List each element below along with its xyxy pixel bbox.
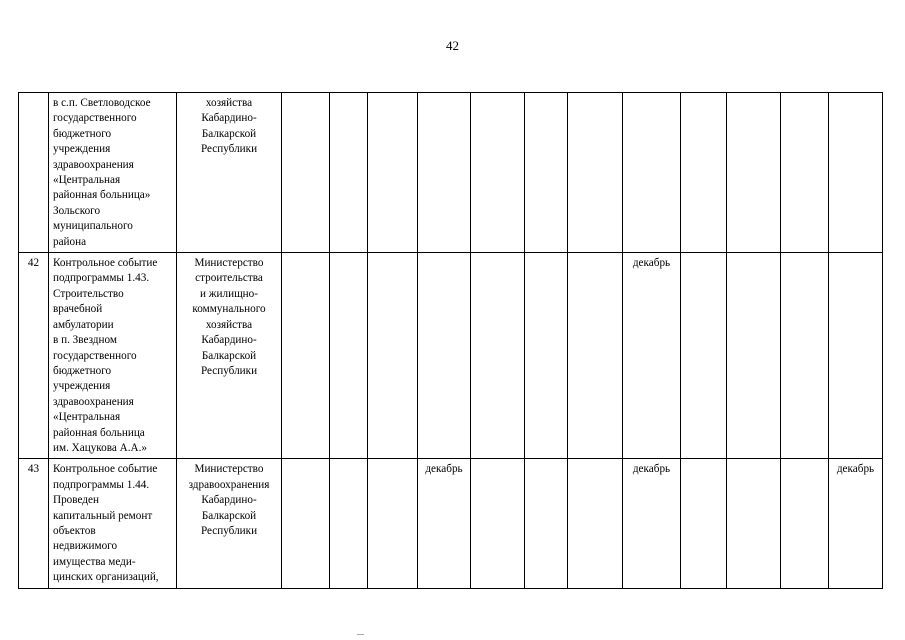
schedule-cell [727, 459, 781, 588]
schedule-cell: декабрь [623, 253, 681, 459]
schedule-cell [330, 93, 368, 253]
schedule-cell [568, 459, 623, 588]
schedule-cell: декабрь [623, 459, 681, 588]
schedule-cell [681, 93, 727, 253]
schedule-cell [368, 93, 418, 253]
schedule-cell [471, 253, 525, 459]
event-description-cell: Контрольное событие подпрограммы 1.43. Строительство врачебной амбулатории в п. Звездном государственного бюджетного учреждения здравоохранения «Центральная районная больница им. Хацукова А.А.» [49, 253, 177, 459]
schedule-cell [282, 93, 330, 253]
executor-cell: хозяйства Кабардино- Балкарской Республики [177, 93, 282, 253]
event-description-cell: Контрольное событие подпрограммы 1.44. Проведен капитальный ремонт объектов недвижимого имущества меди- цинских организаций, [49, 459, 177, 588]
schedule-cell [681, 253, 727, 459]
schedule-cell [368, 253, 418, 459]
schedule-cell [525, 253, 568, 459]
executor-cell: Министерство здравоохранения Кабардино- Балкарской Республики [177, 459, 282, 588]
schedule-cell [525, 93, 568, 253]
schedule-cell: декабрь [418, 459, 471, 588]
schedule-cell [418, 253, 471, 459]
row-number-cell [19, 93, 49, 253]
schedule-cell [781, 459, 829, 588]
table-row [19, 253, 883, 459]
schedule-cell: декабрь [829, 459, 883, 588]
schedule-cell [781, 93, 829, 253]
control-events-table [18, 92, 883, 589]
schedule-cell [829, 253, 883, 459]
schedule-cell [282, 253, 330, 459]
table-row [19, 459, 883, 588]
page-number: 42 [446, 38, 459, 53]
schedule-cell [471, 459, 525, 588]
schedule-cell [727, 253, 781, 459]
row-number-cell: 43 [19, 459, 49, 588]
schedule-cell [282, 459, 330, 588]
schedule-cell [525, 459, 568, 588]
schedule-cell [568, 93, 623, 253]
schedule-cell [623, 93, 681, 253]
schedule-cell [418, 93, 471, 253]
schedule-cell [681, 459, 727, 588]
scan-mark [357, 634, 364, 635]
schedule-cell [471, 93, 525, 253]
schedule-cell [829, 93, 883, 253]
executor-cell: Министерство строительства и жилищно- коммунального хозяйства Кабардино- Балкарской Республики [177, 253, 282, 459]
schedule-cell [727, 93, 781, 253]
schedule-cell [330, 459, 368, 588]
event-description-cell: в с.п. Светловодское государственного бюджетного учреждения здравоохранения «Центральная районная больница» Зольского муниципального района [49, 93, 177, 253]
schedule-cell [568, 253, 623, 459]
row-number-cell: 42 [19, 253, 49, 459]
schedule-cell [330, 253, 368, 459]
table-row [19, 93, 883, 253]
schedule-cell [368, 459, 418, 588]
schedule-cell [781, 253, 829, 459]
